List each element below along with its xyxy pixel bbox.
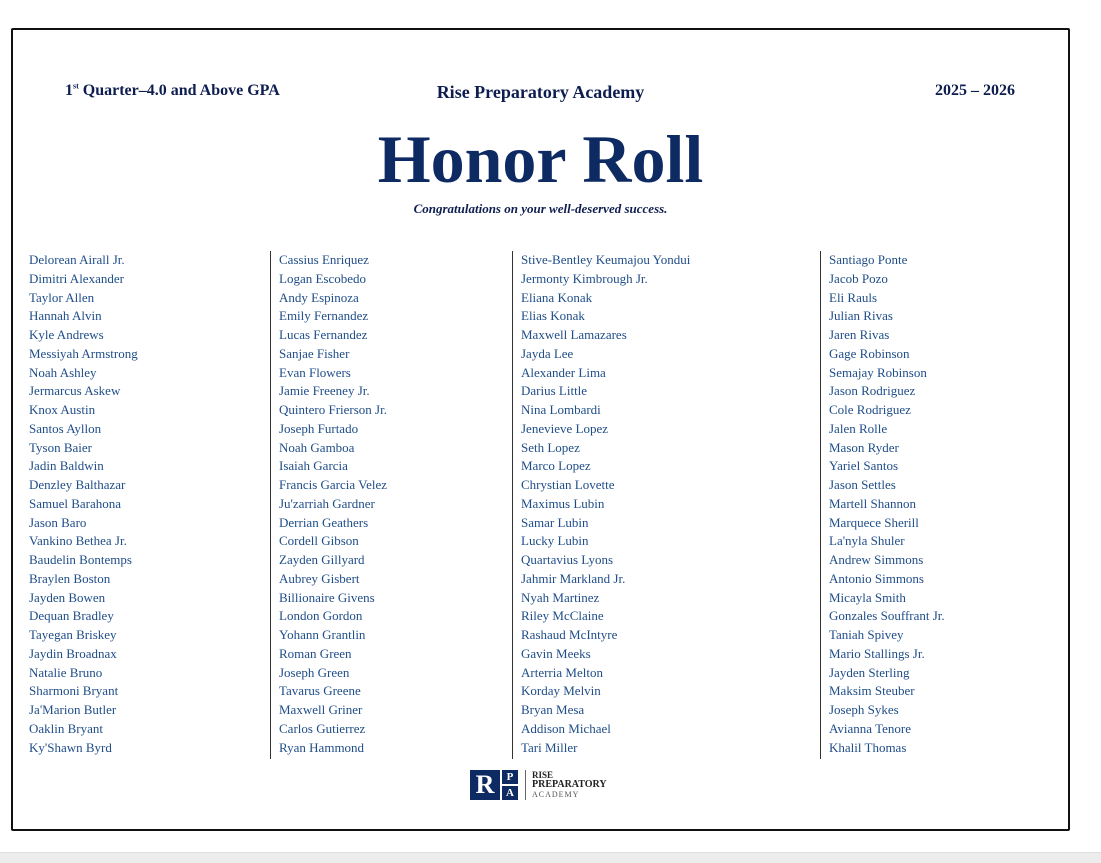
honoree-name: Emily Fernandez: [279, 308, 369, 324]
name-column-1: [29, 251, 138, 757]
honoree-name: Baudelin Bontemps: [29, 552, 132, 567]
logo-letter-r: R: [470, 770, 500, 800]
honoree-name: Yohann Grantlin: [279, 627, 366, 642]
honoree-name: Antonio Simmons: [829, 570, 924, 586]
honoree-name: Knox Austin: [29, 402, 96, 417]
honoree-name: Jason Rodriguez: [829, 383, 916, 399]
honoree-name: Marquece Sherill: [829, 514, 919, 530]
honoree-name: Jacob Pozo: [829, 270, 888, 286]
honoree-name: Addison Michael: [521, 720, 611, 736]
logo-line-preparatory: PREPARATORY: [532, 779, 607, 790]
honoree-name: Avianna Tenore: [829, 720, 911, 736]
logo-line-rise: RISE: [532, 770, 554, 780]
honoree-name: Joseph Sykes: [829, 702, 899, 717]
school-name: Rise Preparatory Academy: [436, 82, 645, 102]
honoree-name: Jadin Baldwin: [29, 458, 104, 474]
logo-letter-p: P: [502, 770, 518, 784]
honoree-name: Quintero Frierson Jr.: [279, 402, 387, 417]
honoree-name: Isaiah Garcia: [279, 458, 348, 474]
logo-letter-a: A: [502, 786, 518, 800]
honoree-name: Elias Konak: [521, 308, 585, 324]
honoree-name: Bryan Mesa: [521, 702, 585, 717]
honoree-name: Jayden Sterling: [829, 664, 910, 680]
honoree-name: Roman Green: [279, 645, 352, 661]
name-column-4: [820, 251, 945, 759]
honoree-name: Jason Baro: [29, 514, 87, 530]
honoree-name: Riley McClaine: [521, 608, 604, 624]
honoree-name: Quartavius Lyons: [521, 552, 614, 567]
honoree-name: Dimitri Alexander: [29, 270, 124, 286]
honoree-name: Andy Espinoza: [279, 289, 359, 305]
honoree-name: Nyah Martinez: [521, 589, 600, 605]
honoree-name: Cordell Gibson: [279, 533, 359, 549]
honoree-name: Jayden Bowen: [29, 589, 106, 605]
honoree-name: Santiago Ponte: [829, 252, 908, 267]
honoree-name: Ju'zarriah Gardner: [279, 495, 375, 511]
honoree-name: Oaklin Bryant: [29, 720, 104, 736]
logo-line-academy: ACADEMY: [532, 790, 580, 799]
honoree-name: Denzley Balthazar: [29, 477, 126, 492]
honoree-name: Darius Little: [521, 383, 588, 399]
honoree-name: Nina Lombardi: [521, 402, 601, 417]
quarter-ordinal: st: [73, 81, 79, 91]
honoree-name: Samuel Barahona: [29, 495, 122, 511]
honoree-name: Eliana Konak: [521, 289, 593, 305]
honoree-name: Braylen Boston: [29, 570, 111, 586]
honoree-name: Cassius Enriquez: [279, 252, 369, 267]
honoree-name: Mason Ryder: [829, 439, 899, 455]
honoree-name: Joseph Green: [279, 664, 350, 680]
honoree-name: Gage Robinson: [829, 345, 910, 361]
honoree-name: Eli Rauls: [829, 289, 878, 305]
honoree-name: Delorean Airall Jr.: [29, 252, 125, 267]
honoree-name: Taniah Spivey: [829, 627, 904, 642]
honoree-name: Jermonty Kimbrough Jr.: [521, 270, 648, 286]
honoree-name: Yariel Santos: [829, 458, 899, 474]
honoree-name: Sharmoni Bryant: [29, 683, 119, 699]
honoree-name: Santos Ayllon: [29, 420, 102, 436]
honoree-name: Jason Settles: [829, 477, 896, 492]
honoree-name: Sanjae Fisher: [279, 345, 350, 361]
school-logo: [470, 768, 620, 802]
honoree-name: Kyle Andrews: [29, 327, 104, 342]
page-subtitle: Congratulations on your well-deserved success.: [413, 201, 668, 216]
honoree-name: Jayda Lee: [521, 345, 574, 361]
honoree-name: Billionaire Givens: [279, 589, 375, 605]
honoree-name: Cole Rodriguez: [829, 402, 911, 417]
honoree-name: Zayden Gillyard: [279, 552, 365, 567]
honoree-name: Carlos Gutierrez: [279, 720, 366, 736]
honoree-name: Ja'Marion Butler: [29, 702, 117, 717]
honoree-name: Jamie Freeney Jr.: [279, 383, 370, 399]
logo-mark: [470, 770, 520, 800]
honoree-name: Taylor Allen: [29, 289, 95, 305]
honoree-name: Jahmir Markland Jr.: [521, 570, 626, 586]
honoree-name: Tavarus Greene: [279, 683, 361, 699]
honoree-name: Messiyah Armstrong: [29, 345, 138, 361]
honoree-name: Micayla Smith: [829, 589, 906, 605]
honoree-name: Mario Stallings Jr.: [829, 645, 925, 661]
honoree-name: Aubrey Gisbert: [279, 570, 360, 586]
honoree-name: Jaydin Broadnax: [29, 645, 117, 661]
honoree-name: Logan Escobedo: [279, 270, 367, 286]
honoree-name: Martell Shannon: [829, 495, 917, 511]
name-column-3: [512, 251, 690, 759]
honoree-name: Ky'Shawn Byrd: [29, 739, 112, 755]
honoree-name: Arterria Melton: [521, 664, 603, 680]
honoree-name: Maxwell Griner: [279, 702, 363, 717]
honoree-name: Evan Flowers: [279, 364, 351, 380]
honoree-name: Dequan Bradley: [29, 608, 114, 624]
honoree-name: Vankino Bethea Jr.: [29, 533, 127, 549]
honoree-name: Noah Ashley: [29, 364, 97, 380]
honoree-name: Jermarcus Askew: [29, 383, 121, 399]
honoree-name: Gavin Meeks: [521, 645, 591, 661]
honoree-name: Noah Gamboa: [279, 439, 355, 455]
name-column-2: [270, 251, 387, 759]
quarter-number: 1: [65, 82, 73, 99]
honoree-name: Derrian Geathers: [279, 514, 369, 530]
honoree-name: Hannah Alvin: [29, 308, 102, 324]
honoree-name: Seth Lopez: [521, 439, 580, 455]
honoree-name: Lucas Fernandez: [279, 327, 368, 342]
school-year: 2025 – 2026: [935, 82, 1015, 99]
honoree-name: Maximus Lubin: [521, 495, 605, 511]
honoree-name: Jenevieve Lopez: [521, 420, 608, 436]
honoree-name: Maksim Steuber: [829, 683, 915, 699]
honoree-name: Jaren Rivas: [829, 327, 890, 342]
honoree-name: Natalie Bruno: [29, 664, 103, 680]
honoree-name: Andrew Simmons: [829, 552, 924, 567]
honoree-name: Khalil Thomas: [829, 739, 907, 755]
page-title: Honor Roll: [377, 121, 704, 197]
honoree-name: Gonzales Souffrant Jr.: [829, 608, 945, 624]
honoree-name: Tyson Baier: [29, 439, 92, 455]
honoree-name: La'nyla Shuler: [829, 533, 905, 549]
honoree-name: Maxwell Lamazares: [521, 327, 627, 342]
honor-roll-document: [11, 28, 1070, 831]
honoree-name: Julian Rivas: [829, 308, 893, 324]
honoree-name: Semajay Robinson: [829, 364, 927, 380]
honoree-name: Joseph Furtado: [279, 420, 359, 436]
honoree-name: Chrystian Lovette: [521, 477, 615, 492]
honoree-name: Alexander Lima: [521, 364, 606, 380]
honoree-name: Tari Miller: [521, 739, 578, 755]
honoree-name: Ryan Hammond: [279, 739, 365, 755]
honoree-name: Marco Lopez: [521, 458, 591, 474]
viewer-bottom-bar: [0, 852, 1101, 863]
honoree-name: Korday Melvin: [521, 683, 601, 699]
honoree-name: Jalen Rolle: [829, 420, 888, 436]
honoree-name: London Gordon: [279, 608, 363, 624]
honoree-name: Rashaud McIntyre: [521, 627, 618, 642]
honoree-name: Samar Lubin: [521, 514, 589, 530]
honoree-name: Francis Garcia Velez: [279, 477, 388, 492]
logo-divider: [525, 770, 526, 800]
honoree-name: Lucky Lubin: [521, 533, 589, 549]
honoree-name: Stive-Bentley Keumajou Yondui: [521, 252, 691, 267]
honoree-name: Tayegan Briskey: [29, 627, 117, 642]
quarter-text: Quarter–4.0 and Above GPA: [78, 82, 280, 99]
